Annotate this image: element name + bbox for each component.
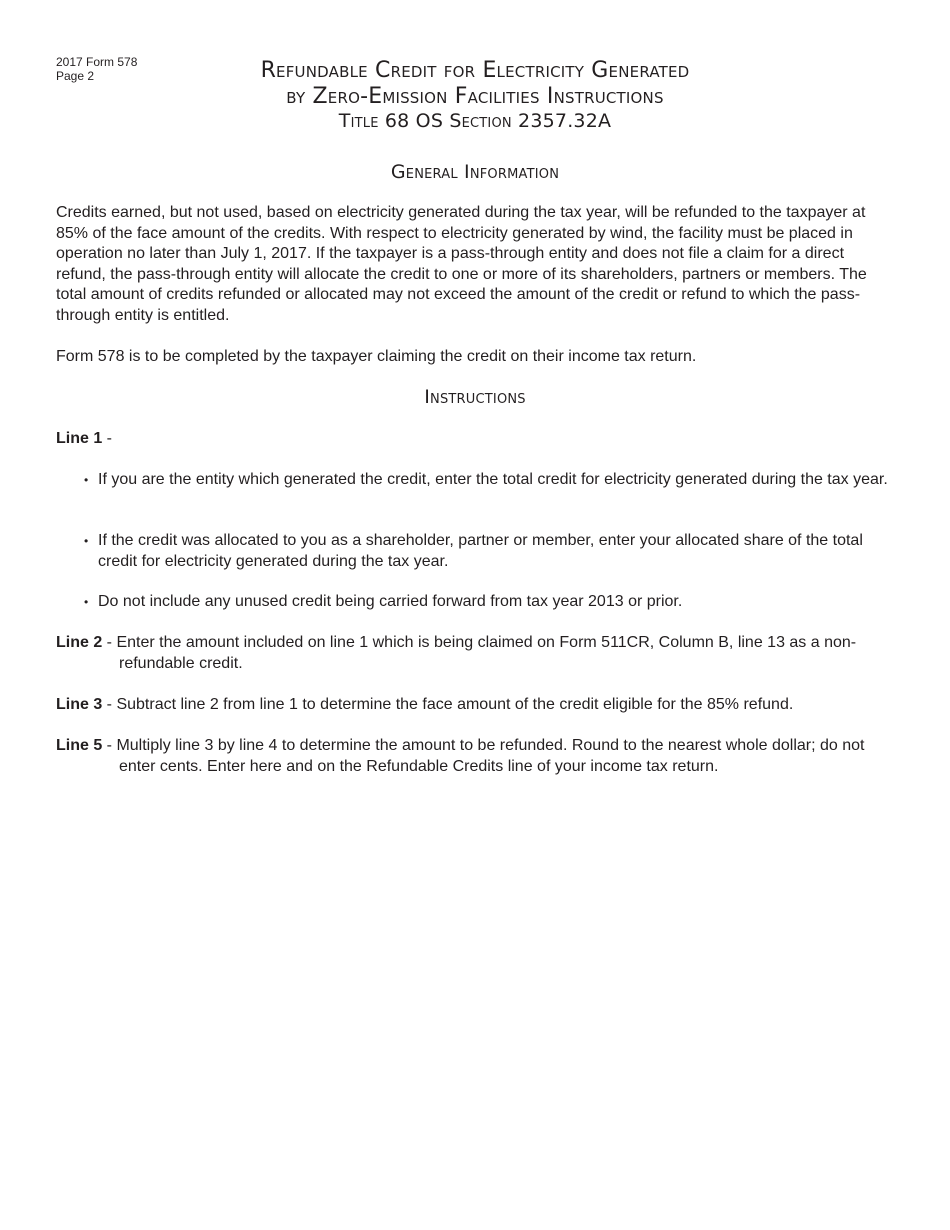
list-item bbox=[84, 470, 896, 491]
line-2-text: - Enter the amount included on line 1 which is being claimed on Form 511CR, Column B, line 13 as a non-refundable credit. bbox=[102, 634, 857, 672]
bullet-text: If you are the entity which generated the credit, enter the total credit for electricity generated during the tax year. bbox=[98, 471, 888, 488]
general-information-heading: General Information bbox=[390, 161, 560, 183]
line-5-instruction bbox=[56, 736, 898, 777]
page-number: Page 2 bbox=[56, 69, 95, 83]
list-item bbox=[84, 592, 896, 613]
line-2-label: Line 2 bbox=[56, 634, 103, 651]
title-line-1: Refundable Credit for Electricity Generated bbox=[260, 58, 690, 83]
form-usage-paragraph: Form 578 is to be completed by the taxpayer claiming the credit on their income tax return. bbox=[56, 348, 697, 365]
title-line-3: Title 68 OS Section 2357.32A bbox=[338, 110, 612, 132]
line-3-label: Line 3 bbox=[56, 696, 103, 713]
line-1-label: Line 1 bbox=[56, 430, 103, 447]
form-id: 2017 Form 578 bbox=[56, 55, 138, 69]
line-5-text: - Multiply line 3 by line 4 to determine the amount to be refunded. Round to the nearest whole dollar; do not enter cents. Enter here and on the Refundable Credits line of your income tax return. bbox=[102, 737, 865, 775]
bullet-icon: • bbox=[84, 534, 89, 548]
list-item bbox=[84, 531, 896, 572]
line-1-heading bbox=[56, 429, 896, 450]
line-5-label: Line 5 bbox=[56, 737, 103, 754]
instructions-heading: Instructions bbox=[424, 386, 526, 408]
title-line-2: by Zero-Emission Facilities Instructions bbox=[286, 84, 664, 109]
bullet-icon: • bbox=[84, 473, 89, 487]
line-2-instruction bbox=[56, 633, 898, 674]
line-3-text: - Subtract line 2 from line 1 to determine the face amount of the credit eligible for the 85% refund. bbox=[102, 696, 794, 713]
line-1-separator: - bbox=[102, 430, 113, 447]
bullet-text: If the credit was allocated to you as a shareholder, partner or member, enter your allocated share of the total credit for electricity generated during the tax year. bbox=[98, 532, 863, 570]
document-title bbox=[0, 58, 950, 132]
bullet-icon: • bbox=[84, 595, 89, 609]
general-information-paragraph: Credits earned, but not used, based on electricity generated during the tax year, will be refunded to the taxpayer at 85% of the face amount of the credits. With respect to electricity generated by wind, the facility must be placed in operation no later than July 1, 2017. If the taxpayer is a pass-through entity and does not file a claim for a direct refund, the pass-through entity will allocate the credit to one or more of its shareholders, partners or members. The total amount of credits refunded or allocated may not exceed the amount of the credit or refund to which the pass-through entity is entitled. bbox=[56, 204, 867, 324]
line-3-instruction bbox=[56, 695, 898, 716]
bullet-text: Do not include any unused credit being carried forward from tax year 2013 or prior. bbox=[98, 593, 683, 610]
